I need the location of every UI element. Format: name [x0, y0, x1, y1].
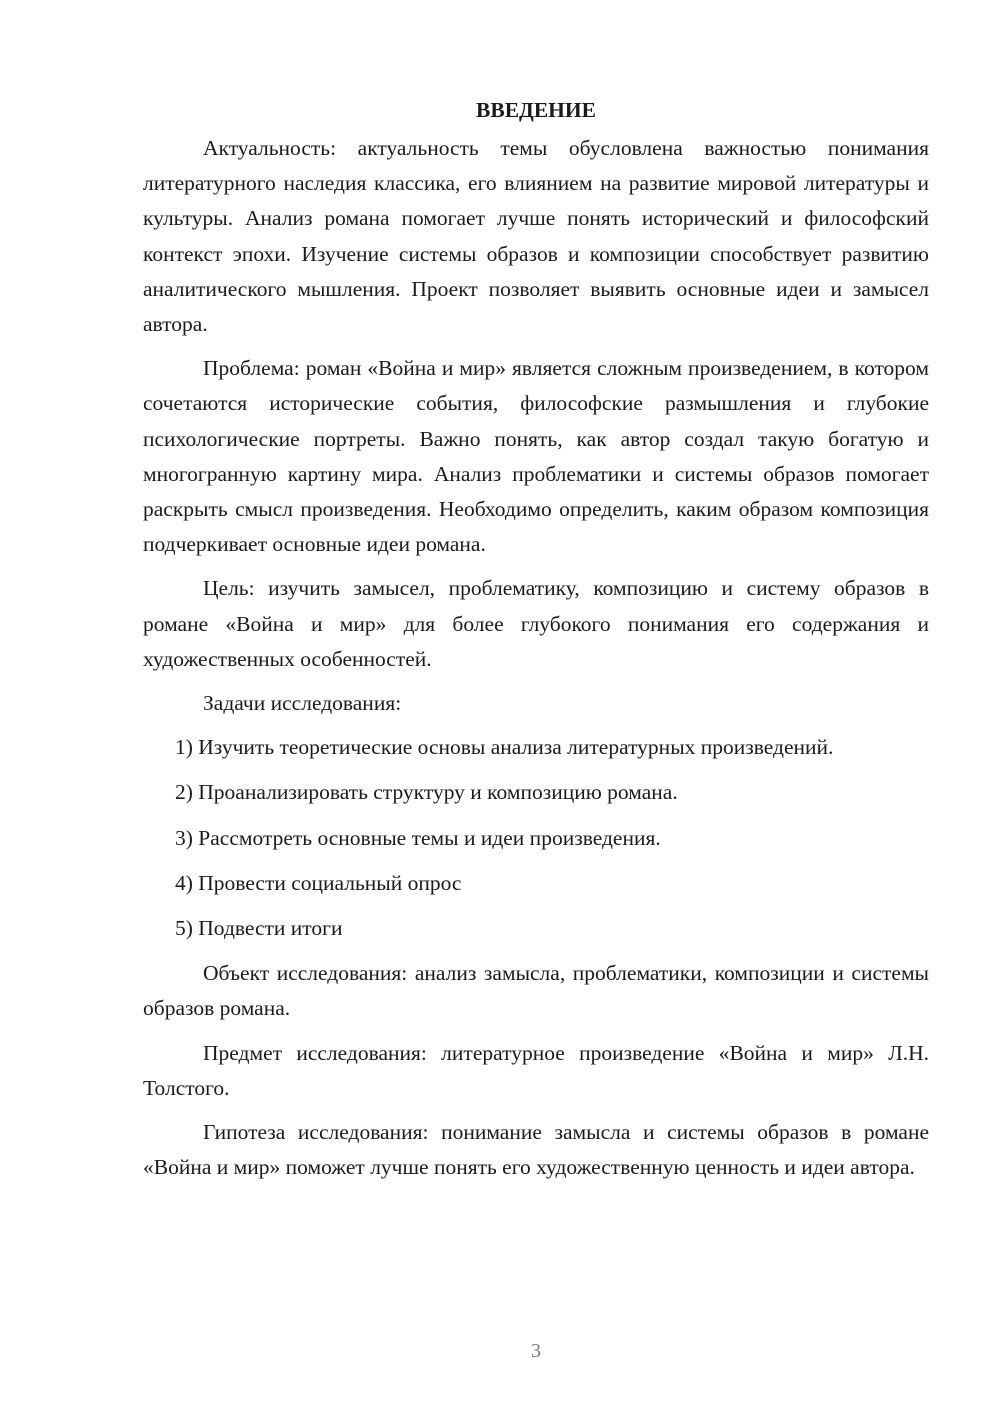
section-title: ВВЕДЕНИЕ	[476, 98, 596, 122]
paragraph-relevance: Актуальность: актуальность темы обусловлена важностью понимания литературного наследия классика, его влиянием на развитие мировой литературы и культуры. Анализ романа помогает лучше понять исторический и философский контекст эпохи. Изучение системы образов и композиции способствует развитию аналитического мышления. Проект позволяет выявить основные идеи и замысел автора.	[143, 136, 929, 337]
list-item: 5) Подвести итоги	[175, 916, 343, 941]
paragraph-hypothesis: Гипотеза исследования: понимание замысла и системы образов в романе «Война и мир» поможет лучше понять его художественную ценность и идеи автора.	[143, 1120, 929, 1180]
list-item: 3) Рассмотреть основные темы и идеи произведения.	[175, 825, 661, 850]
list-item: 2) Проанализировать структуру и композицию романа.	[175, 780, 678, 805]
list-item: 4) Провести социальный опрос	[175, 870, 462, 895]
list-item: 1) Изучить теоретические основы анализа литературных произведений.	[175, 735, 834, 760]
paragraph-goal: Цель: изучить замысел, проблематику, композицию и систему образов в романе «Война и мир» для более глубокого понимания его содержания и художественных особенностей.	[143, 576, 929, 671]
page-content	[143, 92, 929, 1185]
page-number: 3	[531, 1340, 541, 1362]
tasks-heading: Задачи исследования:	[203, 691, 402, 716]
paragraph-object: Объект исследования: анализ замысла, проблематики, композиции и системы образов романа.	[143, 961, 929, 1021]
paragraph-subject: Предмет исследования: литературное произведение «Война и мир» Л.Н. Толстого.	[143, 1040, 929, 1100]
tasks-list	[143, 730, 929, 946]
paragraph-problem: Проблема: роман «Война и мир» является сложным произведением, в котором сочетаются исторические события, философские размышления и глубокие психологические портреты. Важно понять, как автор создал такую богатую и многогранную картину мира. Анализ проблематики и системы образов помогает раскрыть смысл произведения. Необходимо определить, каким образом композиция подчеркивает основные идеи романа.	[143, 356, 929, 557]
